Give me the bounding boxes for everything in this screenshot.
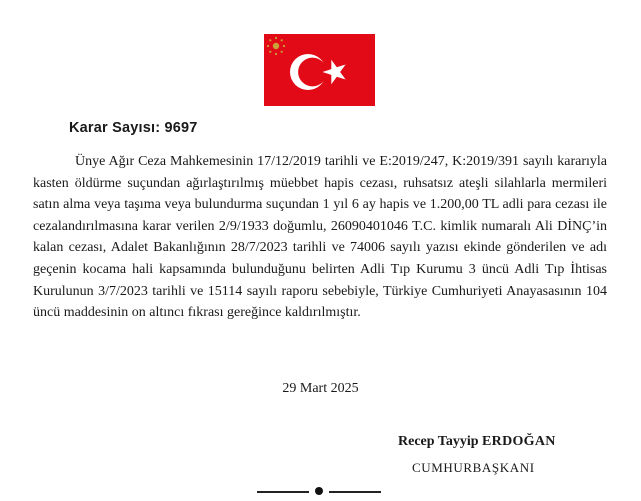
signer-first-names: Recep Tayyip [398,434,479,449]
decision-date: 29 Mart 2025 [282,381,359,396]
decision-body-text: Ünye Ağır Ceza Mahkemesinin 17/12/2019 tarihli ve E:2019/247, K:2019/391 sayılı kararıyla kasten öldürme suçundan ağırlaştırılmış müebbet hapis cezası, ruhsatsız ateşli silahlarla mermileri satın alma veya taşıma veya bulundurma suçundan 1 yıl 6 ay hapis ve 1.200,00 TL adli para cezası ile cezalandırılmasına karar verilen 2/9/1933 doğumlu, 26090401046 T.C. kimlik numaralı Ali DİNÇ’in kalan cezası, Adalet Bakanlığının 28/7/2023 tarihli ve 74006 sayılı yazısı ekinde gönderilen ve adı geçenin kocama hali kapsamında bulunduğunu belirten Adli Tıp Kurumu 3 üncü Adli Tıp İhtisas Kurulunun 3/7/2023 tarihli ve 15114 sayılı raporu sebebiyle, Türkiye Cumhuriyeti Anayasasının 104 üncü maddesinin on altıncı fıkrası gereğince kaldırılmıştır. [33,154,607,321]
signer-title: CUMHURBAŞKANI [412,460,535,475]
separator-dot [315,487,323,495]
separator-line-right [329,491,381,493]
signer-name [398,434,556,450]
signer-surname: ERDOĞAN [482,434,556,449]
presidential-seal-icon [264,34,288,58]
separator-line-left [257,491,309,493]
decision-number: Karar Sayısı: 9697 [69,120,198,136]
